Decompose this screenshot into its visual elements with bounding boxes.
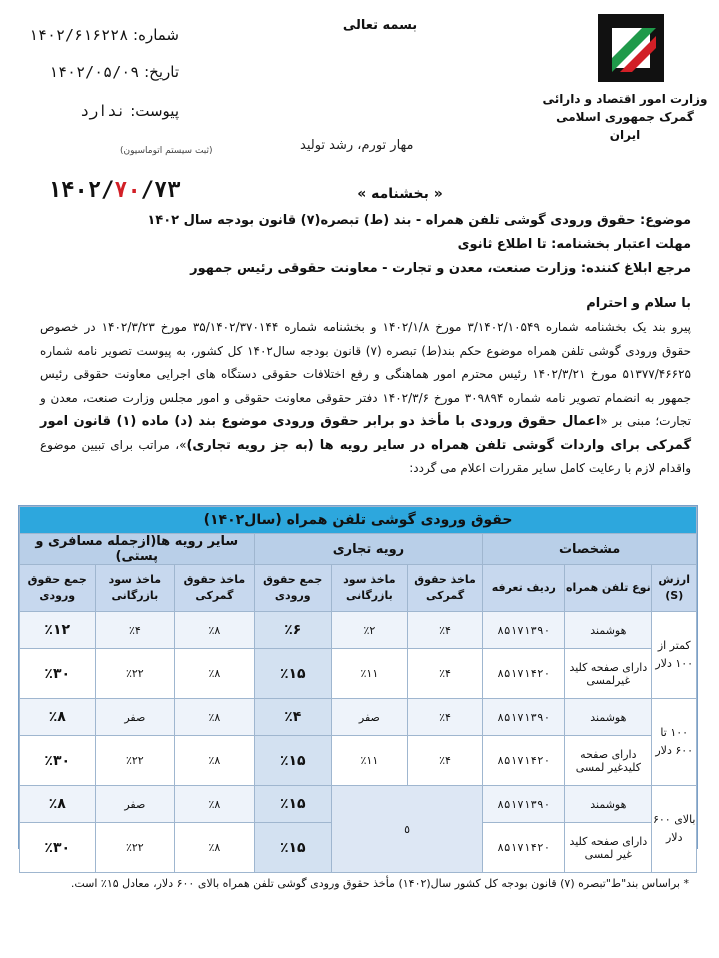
other-customs: ٪۸ bbox=[175, 612, 254, 649]
greeting: با سلام و احترام bbox=[586, 296, 691, 311]
body-paragraph bbox=[40, 316, 691, 481]
other-customs: ٪۸ bbox=[175, 736, 254, 786]
col-trade-total: جمع حقوق ورودی bbox=[254, 565, 331, 612]
number-label: شماره: bbox=[133, 26, 179, 44]
other-commercial: ٪۲۲ bbox=[95, 823, 175, 873]
price-band: ۱۰۰ تا ۶۰۰ دلار bbox=[652, 699, 697, 786]
tariff-code: ۸۵۱۷۱۳۹۰ bbox=[483, 612, 565, 649]
circular-number-left: ۱۴۰۲/ bbox=[48, 178, 115, 203]
footnote: * براساس بند"ط"تبصره (۷) قانون بودجه کل کشور سال(۱۴۰۲) مأخذ حقوق ورودی گوشی تلفن همراه بالای ۶۰۰ دلار، معادل ۱۵٪ است. bbox=[70, 877, 689, 890]
tariff-code: ۸۵۱۷۱۴۲۰ bbox=[483, 823, 565, 873]
customs-logo-icon bbox=[598, 14, 664, 82]
trade-total: ٪۱۵ bbox=[254, 786, 331, 823]
trade-customs: ٪۴ bbox=[407, 612, 483, 649]
other-customs: ٪۸ bbox=[175, 649, 254, 699]
col-trade-commercial: ماخذ سود بازرگانی bbox=[331, 565, 407, 612]
number-value: ۱۴۰۲/۶۱۶۲۲۸ bbox=[28, 26, 129, 44]
tariff-code: ۸۵۱۷۱۳۹۰ bbox=[483, 786, 565, 823]
other-total: ٪۸ bbox=[20, 786, 96, 823]
other-commercial: ٪۲۲ bbox=[95, 649, 175, 699]
trade-total: ٪۶ bbox=[254, 612, 331, 649]
circular-subject: موضوع: حقوق ورودی گوشی تلفن همراه - بند (ط) تبصره(۷) قانون بودجه سال ۱۴۰۲ bbox=[147, 213, 691, 228]
phone-type: دارای صفحه کلیدغیر لمسی bbox=[565, 736, 652, 786]
other-commercial: صفر bbox=[95, 786, 175, 823]
body-text-1: پیرو بند یک بخشنامه شماره ۳/۱۴۰۲/۱۰۵۴۹ مورخ ۱۴۰۲/۱/۸ و بخشنامه شماره ۳۵/۱۴۰۲/۳۷۰۱۴۴ مورخ ۱۴۰۲/۳/۲۳ در خصوص حقوق ورودی گوشی تلفن همراه موضوع حکم بند(ط) تبصره (۷) قانون بودجه سال۱۴۰۲ کل کشور، به پیوست تصویر نامه شماره ۵۱۳۷۷/۴۶۶۲۵ مورخ ۱۴۰۲/۳/۲۱ رئیس محترم امور هماهنگی و رفع اختلافات حقوقی دستگاه های اجرایی معاونت حقوقی رئیس جمهور به انضمام تصویر نامه شماره ۳۰۹۸۹۴ مورخ ۱۴۰۲/۳/۶ دفتر حقوقی معاونت حقوقی و امور مجلس وزارت صنعت، معدن و تجارت؛ مبنی بر « bbox=[40, 320, 692, 428]
tariff-code: ۸۵۱۷۱۴۲۰ bbox=[483, 649, 565, 699]
table-row bbox=[20, 649, 697, 699]
trade-customs: ٪۴ bbox=[407, 736, 483, 786]
price-band: بالای ۶۰۰ دلار bbox=[652, 786, 697, 873]
price-band: کمتر از ۱۰۰ دلار bbox=[652, 612, 697, 699]
table-row bbox=[20, 736, 697, 786]
slogan-stamp: مهار تورم، رشد تولید bbox=[300, 138, 414, 153]
other-total: ٪۳۰ bbox=[20, 649, 96, 699]
org-line-2: گمرک جمهوری اسلامی ایران bbox=[556, 110, 694, 142]
trade-merged-cell: ٥ bbox=[331, 786, 482, 873]
table-row bbox=[20, 699, 697, 736]
organization-name bbox=[540, 90, 710, 144]
trade-customs: ٪۴ bbox=[407, 699, 483, 736]
trade-total: ٪۴ bbox=[254, 699, 331, 736]
circular-number bbox=[48, 178, 180, 203]
circular-number-mid: ۷۰ bbox=[114, 178, 141, 203]
tariff-code: ۸۵۱۷۱۳۹۰ bbox=[483, 699, 565, 736]
automation-note: (ثبت سیستم اتوماسیون) bbox=[120, 146, 213, 156]
table-row bbox=[20, 786, 697, 823]
col-other-customs: ماخذ حقوق گمرکی bbox=[175, 565, 254, 612]
letter-date bbox=[49, 63, 179, 81]
group-trade: رویه تجاری bbox=[254, 534, 483, 565]
other-commercial: صفر bbox=[95, 699, 175, 736]
phone-type: دارای صفحه کلید غیر لمسی bbox=[565, 823, 652, 873]
phone-type: دارای صفحه کلید غیرلمسی bbox=[565, 649, 652, 699]
phone-type: هوشمند bbox=[565, 786, 652, 823]
trade-total: ٪۱۵ bbox=[254, 823, 331, 873]
phone-type: هوشمند bbox=[565, 612, 652, 649]
trade-total: ٪۱۵ bbox=[254, 736, 331, 786]
letter-attachment bbox=[80, 102, 179, 120]
other-total: ٪۱۲ bbox=[20, 612, 96, 649]
other-customs: ٪۸ bbox=[175, 786, 254, 823]
letter-number bbox=[29, 26, 179, 44]
other-customs: ٪۸ bbox=[175, 699, 254, 736]
duty-table bbox=[18, 505, 698, 861]
attach-value: ندارد bbox=[80, 102, 126, 120]
date-value: ۱۴۰۲/۰۵/۰۹ bbox=[49, 63, 140, 81]
body-bold: اعمال حقوق ورودی با مأخذ دو برابر حقوق ورودی موضوع بند (د) ماده (۱) قانون امور گمرکی برای واردات گوشی تلفن همراه در سایر رویه ها (به جز رویه تجاری) bbox=[40, 414, 692, 453]
date-label: تاریخ: bbox=[144, 63, 179, 81]
group-other: سایر رویه ها(ازجمله مسافری و پستی) bbox=[20, 534, 255, 565]
other-total: ٪۳۰ bbox=[20, 736, 96, 786]
bismillah: بسمه تعالی bbox=[342, 18, 418, 33]
table-row bbox=[20, 612, 697, 649]
circular-title: « بخشنامه » bbox=[357, 186, 443, 202]
org-line-1: وزارت امور اقتصاد و دارائی bbox=[542, 92, 708, 106]
trade-total: ٪۱۵ bbox=[254, 649, 331, 699]
table-title: حقوق ورودی گوشی تلفن همراه (سال۱۴۰۲) bbox=[20, 507, 697, 534]
col-other-commercial: ماخذ سود بازرگانی bbox=[95, 565, 175, 612]
phone-type: هوشمند bbox=[565, 699, 652, 736]
circular-authority: مرجع ابلاغ کننده: وزارت صنعت، معدن و تجارت - معاونت حقوقی رئیس جمهور bbox=[190, 261, 691, 276]
other-total: ٪۳۰ bbox=[20, 823, 96, 873]
trade-commercial: صفر bbox=[331, 699, 407, 736]
other-commercial: ٪۴ bbox=[95, 612, 175, 649]
other-commercial: ٪۲۲ bbox=[95, 736, 175, 786]
circular-validity: مهلت اعتبار بخشنامه: تا اطلاع ثانوی bbox=[457, 237, 691, 252]
attach-label: پیوست: bbox=[130, 102, 179, 120]
col-value: ارزش (S) bbox=[652, 565, 697, 612]
col-trade-customs: ماخذ حقوق گمرکی bbox=[407, 565, 483, 612]
group-specs: مشخصات bbox=[483, 534, 697, 565]
trade-commercial: ٪۱۱ bbox=[331, 649, 407, 699]
trade-commercial: ٪۱۱ bbox=[331, 736, 407, 786]
tariff-code: ۸۵۱۷۱۴۲۰ bbox=[483, 736, 565, 786]
duty-rates-table bbox=[19, 506, 697, 873]
other-total: ٪۸ bbox=[20, 699, 96, 736]
body-text-2: »، مراتب برای تبیین موضوع واقدام لازم با رعایت کامل سایر مقررات اعلام می گردد: bbox=[40, 437, 691, 475]
col-other-total: جمع حقوق ورودی bbox=[20, 565, 96, 612]
trade-commercial: ٪۲ bbox=[331, 612, 407, 649]
trade-customs: ٪۴ bbox=[407, 649, 483, 699]
col-tariff: ردیف تعرفه bbox=[483, 565, 565, 612]
col-type: نوع تلفن همراه bbox=[565, 565, 652, 612]
circular-number-right: /۷۳ bbox=[140, 178, 181, 203]
other-customs: ٪۸ bbox=[175, 823, 254, 873]
